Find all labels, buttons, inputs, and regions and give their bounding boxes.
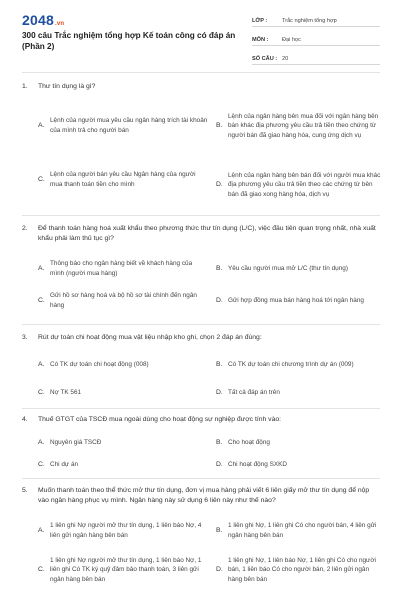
question-number: 1. — [22, 83, 28, 90]
option-b[interactable] — [216, 435, 382, 451]
divider — [22, 215, 380, 216]
option-letter: B. — [216, 527, 223, 535]
question-text: Để thanh toán hàng hoá xuất khẩu theo phương thức thư tín dụng (L/C), việc đầu tiên quan trọng nhất, nhà xuất khẩu phải làm thủ tục gì? — [38, 225, 376, 242]
question-5 — [22, 486, 382, 598]
option-text: Tất cả đáp án trên — [228, 389, 280, 397]
option-text: 1 liên ghi Nợ người mở thư tín dụng, 1 liên báo Nợ, 1 liên ghi Có TK ký quỹ đảm bảo thanh toán, 3 liên gửi ngân hàng bên bán — [50, 556, 202, 583]
option-letter: C. — [38, 297, 45, 305]
question-1 — [22, 82, 382, 202]
meta-row-subject — [252, 30, 380, 46]
option-letter: C. — [38, 176, 45, 184]
document-title: 300 câu Trắc nghiệm tổng hợp Kế toán công có đáp án (Phần 2) — [22, 31, 236, 51]
option-text: Chi hoạt động SXKD — [228, 461, 287, 469]
option-d[interactable] — [216, 160, 382, 210]
option-letter: A. — [38, 122, 45, 130]
option-text: Thông báo cho ngân hàng biết về khách hàng của mình (người mua hàng) — [50, 260, 193, 277]
option-a[interactable] — [38, 518, 208, 544]
meta-value: Trắc nghiệm tổng hợp — [282, 18, 337, 24]
option-letter: A. — [38, 439, 45, 447]
question-number: 5. — [22, 487, 28, 494]
option-letter: B. — [216, 122, 223, 130]
meta-value: 20 — [282, 56, 289, 62]
meta-key: LỚP : — [252, 18, 268, 24]
question-text: Thư tín dụng là gì? — [38, 83, 96, 90]
meta-value: Đại học — [282, 37, 301, 43]
meta-key: SỐ CÂU : — [252, 56, 278, 62]
option-c[interactable] — [38, 288, 208, 314]
option-a[interactable] — [38, 106, 208, 146]
divider — [22, 72, 380, 73]
option-letter: C. — [38, 566, 45, 574]
logo-suffix: .vn — [54, 21, 65, 27]
question-number: 4. — [22, 416, 28, 423]
option-letter: C. — [38, 461, 45, 469]
option-c[interactable] — [38, 550, 208, 590]
meta-row-count — [252, 49, 380, 65]
option-letter: D. — [216, 297, 223, 305]
question-text: Thuế GTGT của TSCĐ mua ngoài dùng cho hoạt động sự nghiệp được tính vào: — [38, 416, 282, 423]
question-stem — [22, 415, 382, 425]
option-d[interactable] — [216, 550, 382, 590]
option-text: Lệnh của người bán yêu cầu Ngân hàng của người mua thanh toán tiền cho mình — [50, 171, 196, 188]
meta-key: MÔN : — [252, 37, 269, 43]
option-c[interactable] — [38, 457, 208, 473]
option-c[interactable] — [38, 385, 208, 401]
option-letter: D. — [216, 461, 223, 469]
option-text: Yêu cầu người mua mở L/C (thư tín dụng) — [228, 265, 348, 273]
document-meta — [252, 11, 380, 65]
option-letter: A. — [38, 265, 45, 273]
option-d[interactable] — [216, 457, 382, 473]
option-text: Có TK dự toán chi hoạt động (008) — [50, 361, 149, 369]
option-a[interactable] — [38, 357, 208, 373]
option-letter: B. — [216, 439, 223, 447]
option-a[interactable] — [38, 256, 208, 282]
option-letter: A. — [38, 361, 45, 369]
option-text: Gửi hồ sơ hàng hoá và bộ hồ sơ tài chính đến ngân hàng — [50, 292, 197, 309]
option-letter: A. — [38, 527, 45, 535]
divider — [22, 478, 380, 479]
option-text: Lệnh của ngân hàng bên mua đối với ngân hàng bên bán khác địa phương yêu cầu trả tiền theo chứng từ người bán đã giao hàng hóa, cung ứng dịch vụ — [228, 112, 379, 139]
question-3 — [22, 333, 382, 403]
question-stem — [22, 82, 382, 92]
option-text: Chi dự án — [50, 461, 79, 469]
option-letter: B. — [216, 361, 223, 369]
question-4 — [22, 415, 382, 475]
question-number: 3. — [22, 334, 28, 341]
option-b[interactable] — [216, 101, 382, 151]
question-text: Muốn thanh toán theo thể thức mở thư tín dụng, đơn vị mua hàng phải viết 6 liên giấy mở thư tín dụng để nộp vào ngân hàng phục vụ mình. Ngân hàng này sử dụng 6 liên này như thế nào? — [38, 487, 370, 504]
option-text: Nợ TK 561 — [50, 389, 82, 397]
option-letter: B. — [216, 265, 223, 273]
option-text: Cho hoạt động — [228, 439, 270, 447]
option-a[interactable] — [38, 435, 208, 451]
question-text: Rút dự toán chi hoạt động mua vật liệu nhập kho ghi, chọn 2 đáp án đúng: — [38, 334, 262, 341]
option-text: Gửi hợp đồng mua bán hàng hoá tới ngân hàng — [228, 297, 364, 305]
option-text: 1 liên ghi Nợ người mở thư tín dụng, 1 liên báo Nợ, 4 liên gửi ngân hàng bên bán — [50, 522, 202, 539]
option-text: Nguyên giá TSCĐ — [50, 439, 102, 447]
option-d[interactable] — [216, 288, 382, 314]
option-letter: D. — [216, 566, 223, 574]
option-letter: D. — [216, 389, 223, 397]
option-text: Lệnh của người mua yêu cầu ngân hàng trích tài khoản của mình trả cho người bán — [50, 117, 208, 134]
divider — [22, 324, 380, 325]
logo-text: 2048 — [22, 12, 54, 28]
option-c[interactable] — [38, 160, 208, 200]
site-logo[interactable] — [22, 12, 64, 28]
option-letter: D. — [216, 181, 223, 189]
option-d[interactable] — [216, 385, 382, 401]
question-stem — [22, 224, 382, 244]
option-text: Có TK dự toán chi chương trình dự án (009) — [228, 361, 354, 369]
option-text: 1 liên ghi Nợ, 1 liên báo Nợ, 1 liên ghi Có cho người bán, 1 liên báo Có cho người bán, 2 liên gửi ngân hàng bên bán — [228, 556, 376, 583]
option-b[interactable] — [216, 353, 382, 377]
document-header — [0, 0, 400, 70]
option-text: 1 liên ghi Nợ, 1 liên ghi Có cho người bán, 4 liên gửi ngân hàng bên bán — [228, 522, 377, 539]
divider — [22, 408, 380, 409]
question-stem — [22, 333, 382, 343]
question-stem — [22, 486, 382, 506]
meta-row-class — [252, 11, 380, 27]
option-letter: C. — [38, 389, 45, 397]
option-b[interactable] — [216, 518, 382, 544]
question-number: 2. — [22, 225, 28, 232]
option-b[interactable] — [216, 256, 382, 282]
question-2 — [22, 224, 382, 320]
option-text: Lệnh của ngân hàng bên bán đối với người mua khác địa phương yêu cầu trả tiền theo các chứng từ bên bán đã giao xong hàng hóa, dịch vụ — [228, 171, 381, 198]
